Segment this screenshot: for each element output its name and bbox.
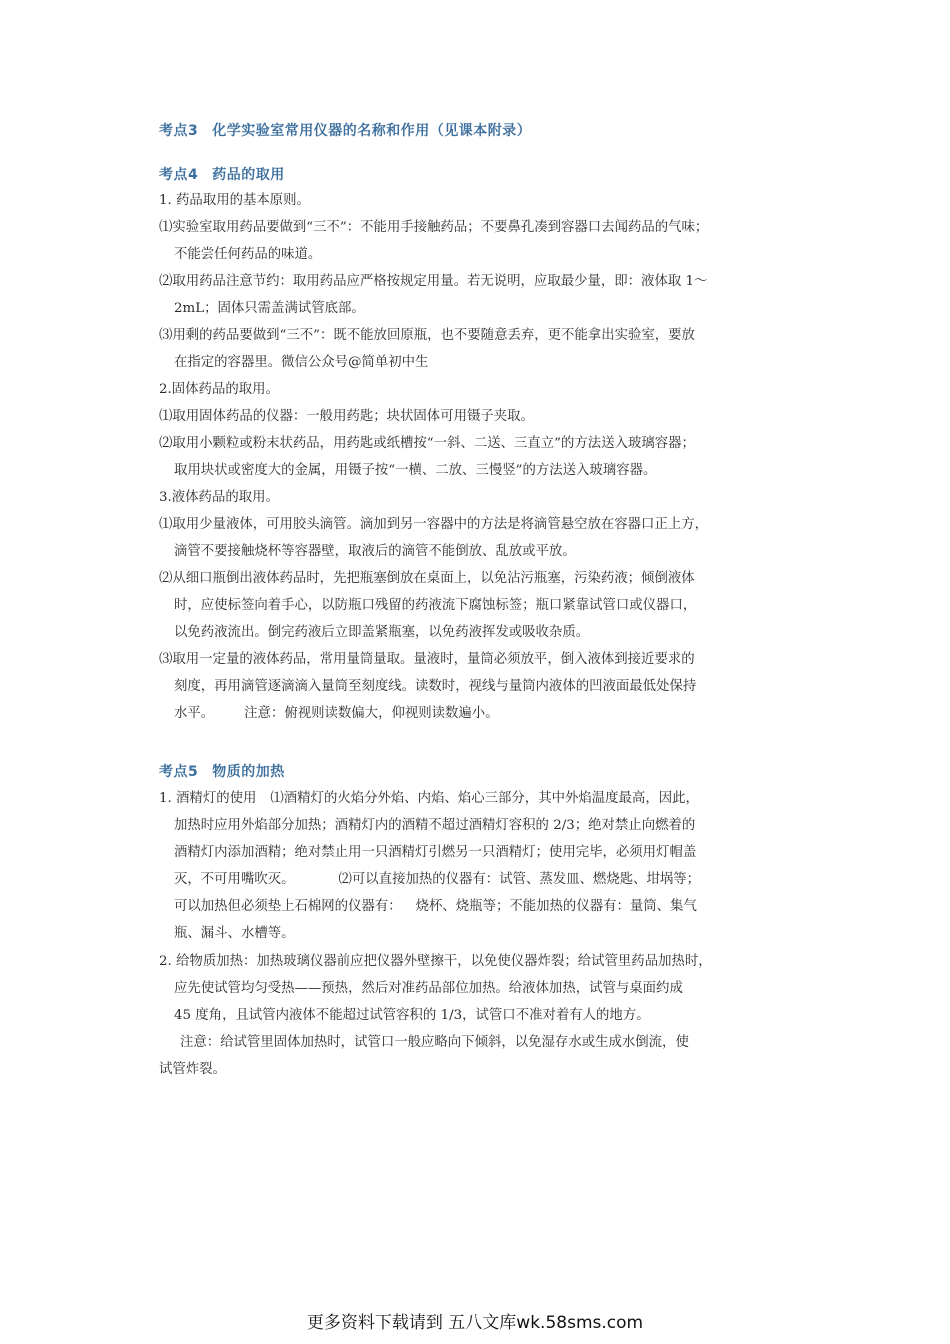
text-line: 2mL；固体只需盖满试管底部。: [174, 301, 365, 316]
text-line: 瓶、漏斗、水槽等。: [174, 926, 295, 941]
text-fragment: 水平。: [174, 706, 215, 721]
text-line: 酒精灯内添加酒精；绝对禁止用一只酒精灯引燃另一只酒精灯；使用完毕，必须用灯帽盖: [174, 845, 697, 860]
text-line: 时，应使标签向着手心，以防瓶口残留的药液流下腐蚀标签；瓶口紧靠试管口或仪器口，: [174, 598, 697, 613]
text-line: ⑶用剩的药品要做到“三不”：既不能放回原瓶，也不要随意丢弃，更不能拿出实验室，要放: [159, 328, 695, 343]
text-line: ⑴取用固体药品的仪器：一般用药匙；块状固体可用镊子夹取。: [159, 409, 534, 424]
text-line: 以免药液流出。倒完药液后立即盖紧瓶塞，以免药液挥发或吸收杂质。: [174, 625, 590, 640]
section-title: 物质的加热: [212, 764, 285, 780]
text-line: ⑵取用药品注意节约：取用药品应严格按规定用量。若无说明，应取最少量，即：液体取 1～: [159, 274, 708, 289]
text-line: [174, 871, 700, 889]
note-text: 注意：俯视则读数偏大，仰视则读数遍小。: [244, 706, 499, 721]
text-line: 2.固体药品的取用。: [159, 382, 279, 397]
section-title: 药品的取用: [212, 167, 285, 183]
text-line: 取用块状或密度大的金属，用镊子按“一横、二放、三慢竖”的方法送入玻璃容器。: [174, 463, 657, 478]
text-fragment: 灭，不可用嘴吹灭。: [174, 872, 295, 887]
text-fragment: 1. 酒精灯的使用: [159, 791, 257, 806]
text-line: ⑵取用小颗粒或粉末状药品，用药匙或纸槽按“一斜、二送、三直立”的方法送入玻璃容器；: [159, 436, 695, 451]
text-line: 应先使试管均匀受热——预热，然后对准药品部位加热。给液体加热，试管与桌面约成: [174, 981, 683, 996]
text-line: 1. 药品取用的基本原则。: [159, 193, 310, 208]
section-label: 考点3: [159, 123, 199, 139]
section-title: 化学实验室常用仪器的名称和作用（见课本附录）: [212, 123, 532, 139]
text-fragment: ⑴酒精灯的火焰分外焰、内焰、焰心三部分，其中外焰温度最高，因此，: [270, 791, 699, 806]
text-line: 3.液体药品的取用。: [159, 490, 279, 505]
text-line: [159, 790, 699, 808]
section-heading-5: [159, 761, 285, 781]
text-line: [174, 898, 697, 916]
text-line: [174, 705, 499, 723]
text-line: 45 度角，且试管内液体不能超过试管容积的 1/3，试管口不准对着有人的地方。: [174, 1008, 650, 1023]
text-line: 滴管不要接触烧杯等容器壁，取液后的滴管不能倒放、乱放或平放。: [174, 544, 576, 559]
section-label: 考点4: [159, 167, 199, 183]
text-line: 加热时应用外焰部分加热；酒精灯内的酒精不超过酒精灯容积的 2/3；绝对禁止向燃着的: [174, 818, 696, 833]
text-line: ⑶取用一定量的液体药品，常用量筒量取。量液时，量筒必须放平，倒入液体到接近要求的: [159, 652, 695, 667]
text-fragment: ⑵可以直接加热的仪器有：试管、蒸发皿、燃烧匙、坩埚等；: [338, 872, 701, 887]
section-label: 考点5: [159, 764, 199, 780]
text-line: 不能尝任何药品的味道。: [174, 247, 322, 262]
text-line: 在指定的容器里。微信公众号@简单初中生: [174, 355, 429, 370]
footer-download-notice: 更多资料下载请到 五八文库wk.58sms.com: [306, 1313, 644, 1333]
section-heading-3: [159, 120, 531, 140]
text-fragment: 可以加热但必须垫上石棉网的仪器有：: [174, 899, 402, 914]
text-line: ⑵从细口瓶倒出液体药品时，先把瓶塞倒放在桌面上，以免沾污瓶塞，污染药液；倾倒液体: [159, 571, 695, 586]
section-heading-4: [159, 164, 285, 184]
text-fragment: 烧杯、烧瓶等；不能加热的仪器有：量筒、集气: [415, 899, 697, 914]
text-line: 注意：给试管里固体加热时，试管口一般应略向下倾斜，以免湿存水或生成水倒流，使: [180, 1035, 689, 1050]
text-line: 2. 给物质加热：加热玻璃仪器前应把仪器外壁擦干，以免使仪器炸裂；给试管里药品加热时，: [159, 954, 712, 969]
text-line: ⑴取用少量液体，可用胶头滴管。滴加到另一容器中的方法是将滴管悬空放在容器口正上方，: [159, 517, 709, 532]
text-line: 试管炸裂。: [159, 1062, 226, 1077]
text-line: ⑴实验室取用药品要做到“三不”：不能用手接触药品；不要鼻孔凑到容器口去闻药品的气味；: [159, 220, 709, 235]
text-line: 刻度，再用滴管逐滴滴入量筒至刻度线。读数时，视线与量筒内液体的凹液面最低处保持: [174, 679, 697, 694]
